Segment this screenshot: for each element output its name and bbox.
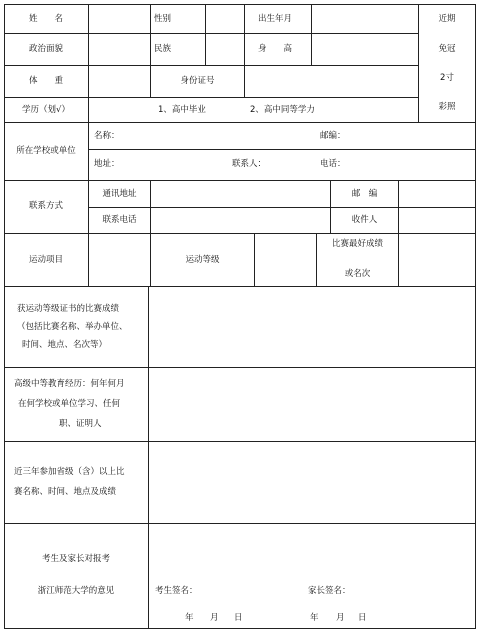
opinion-label-2: 浙江师范大学的意见 xyxy=(37,586,115,596)
cert-label-1: 获运动等级证书的比赛成绩 xyxy=(17,304,120,314)
sport-grade-field[interactable] xyxy=(255,234,316,286)
contact-postcode-label: 邮 编 xyxy=(351,189,378,199)
best-result-field[interactable] xyxy=(399,234,475,286)
political-status-label: 政治面貌 xyxy=(28,44,63,54)
gender-field[interactable] xyxy=(206,5,244,33)
mail-address-label: 通讯地址 xyxy=(102,189,137,199)
cert-field[interactable] xyxy=(149,287,475,367)
student-signature-label: 考生签名： xyxy=(155,586,198,596)
date2-month-label: 月 xyxy=(336,613,345,623)
recipient-field[interactable] xyxy=(399,208,475,233)
photo-note-4: 彩照 xyxy=(438,102,456,112)
contact-phone-label: 联系电话 xyxy=(102,215,137,225)
cert-label-3: 时间、地点、名次等） xyxy=(22,340,108,350)
opinion-label-1: 考生及家长对报考 xyxy=(41,554,110,564)
school-phone-label: 电话： xyxy=(320,159,346,169)
id-number-label: 身份证号 xyxy=(180,76,215,86)
weight-label: 体 重 xyxy=(28,76,63,86)
sport-grade-label: 运动等级 xyxy=(185,255,220,265)
school-label: 所在学校或单位 xyxy=(16,146,76,156)
edu-history-field[interactable] xyxy=(149,368,475,441)
sport-event-label: 运动项目 xyxy=(28,255,63,265)
school-address-label: 地址： xyxy=(94,159,120,169)
height-label: 身 高 xyxy=(258,44,293,54)
cert-label-2: （包括比赛名称、举办单位、 xyxy=(17,322,128,332)
date1-year-label: 年 xyxy=(185,613,194,623)
edu-history-label-3: 职、证明人 xyxy=(59,419,102,429)
education-option-graduate[interactable]: 1、高中毕业 xyxy=(158,105,206,115)
school-contact-label: 联系人： xyxy=(232,159,267,169)
political-status-field[interactable] xyxy=(89,34,150,65)
date1-month-label: 月 xyxy=(210,613,219,623)
edu-history-label-2: 在何学校或单位学习、任何 xyxy=(18,399,121,409)
weight-field[interactable] xyxy=(89,66,150,97)
birth-field[interactable] xyxy=(312,5,418,33)
ethnicity-label: 民族 xyxy=(154,44,172,54)
education-option-equivalent[interactable]: 2、高中同等学力 xyxy=(250,105,315,115)
name-label: 姓 名 xyxy=(28,14,63,24)
school-name-label: 名称： xyxy=(94,131,120,141)
education-label: 学历（划√） xyxy=(22,105,70,115)
competitions-label-2: 赛名称、时间、地点及成绩 xyxy=(14,487,117,497)
edu-history-label-1: 高级中等教育经历：何年何月 xyxy=(14,379,125,389)
photo-note-3: 2寸 xyxy=(440,73,454,83)
date2-year-label: 年 xyxy=(310,613,319,623)
best-result-label-2: 或名次 xyxy=(344,269,371,279)
id-number-field[interactable] xyxy=(245,66,418,97)
school-postcode-label: 邮编： xyxy=(320,131,346,141)
mail-address-field[interactable] xyxy=(151,181,330,207)
contact-phone-field[interactable] xyxy=(151,208,330,233)
competitions-field[interactable] xyxy=(149,442,475,523)
recipient-label: 收件人 xyxy=(351,215,378,225)
gender-label: 性别 xyxy=(154,14,172,24)
best-result-label-1: 比赛最好成绩 xyxy=(331,239,383,249)
sport-event-field[interactable] xyxy=(89,234,150,286)
height-field[interactable] xyxy=(312,34,418,65)
contact-label: 联系方式 xyxy=(28,201,63,211)
photo-note-1: 近期 xyxy=(438,14,456,24)
ethnicity-field[interactable] xyxy=(206,34,244,65)
contact-postcode-field[interactable] xyxy=(399,181,475,207)
parent-signature-label: 家长签名： xyxy=(308,586,351,596)
date1-day-label: 日 xyxy=(234,613,243,623)
photo-note-2: 免冠 xyxy=(438,44,456,54)
birth-label: 出生年月 xyxy=(258,14,293,24)
competitions-label-1: 近三年参加省级（含）以上比 xyxy=(14,467,125,477)
date2-day-label: 日 xyxy=(358,613,367,623)
name-field[interactable] xyxy=(89,5,150,33)
